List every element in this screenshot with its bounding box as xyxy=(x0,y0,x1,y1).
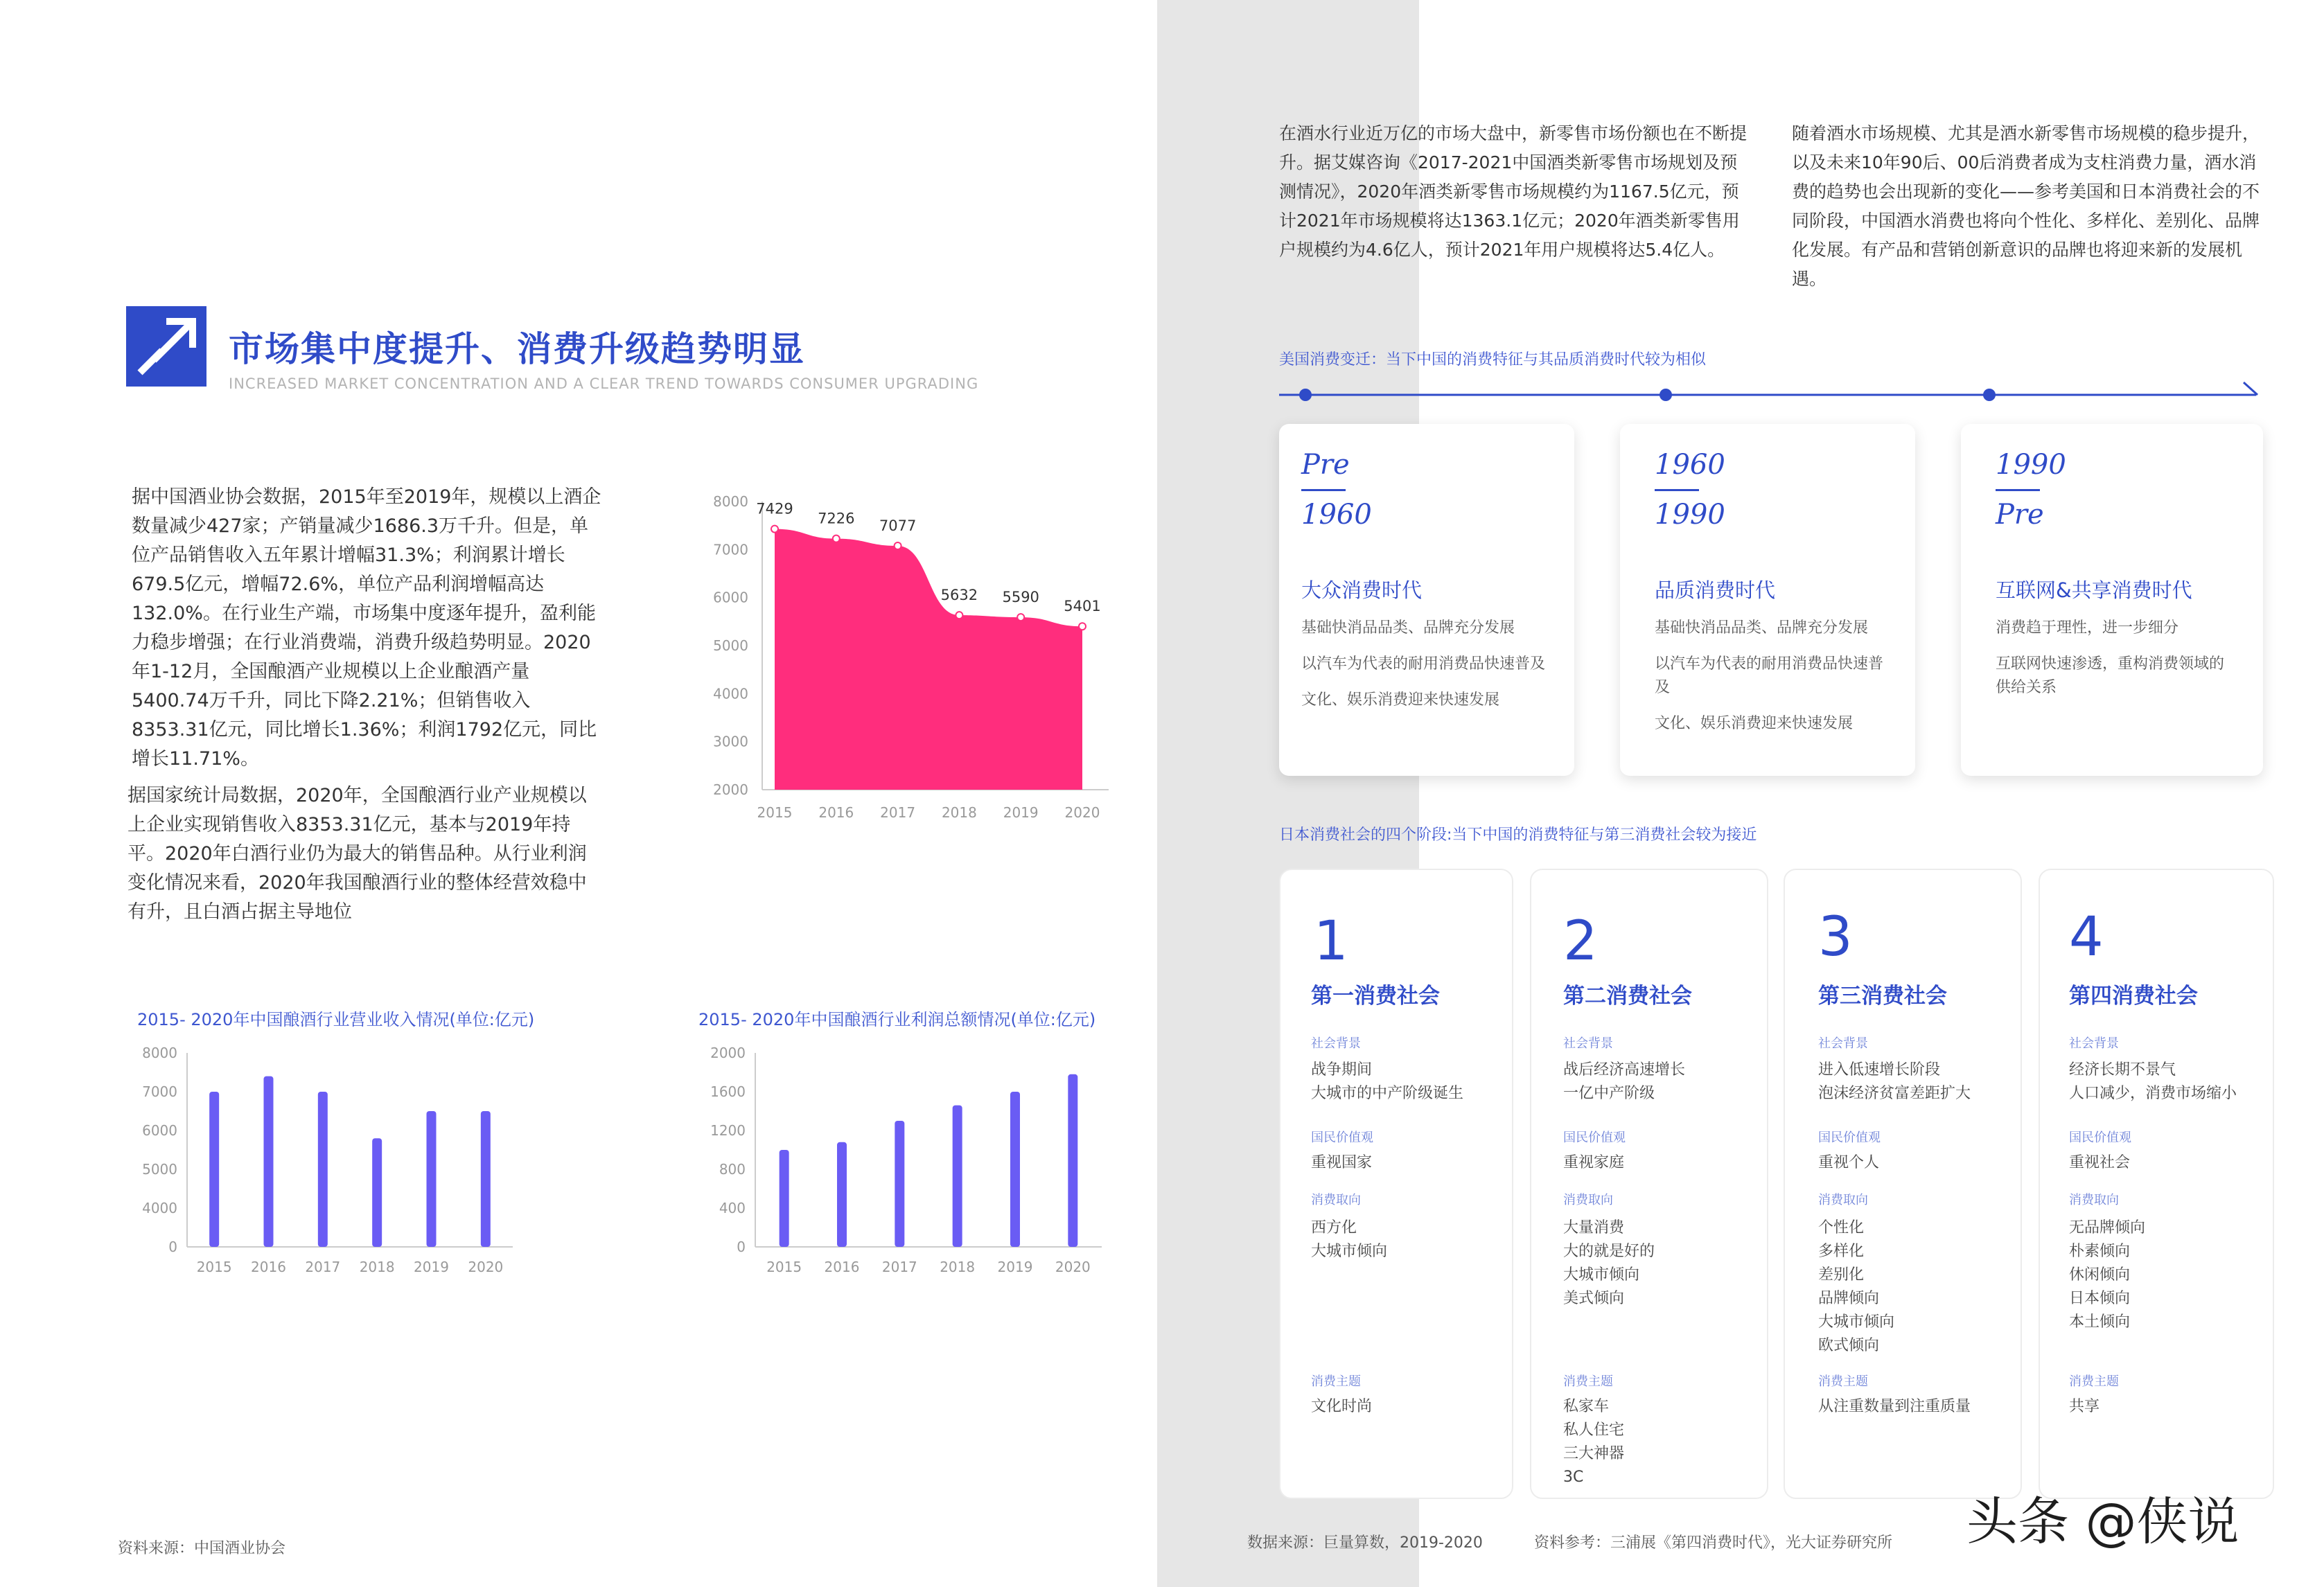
bar xyxy=(953,1106,962,1247)
data-point xyxy=(956,612,962,619)
bar xyxy=(372,1138,382,1247)
x-tick-label: 2016 xyxy=(251,1259,286,1275)
y-tick-label: 7000 xyxy=(713,541,748,558)
section-subtitle: INCREASED MARKET CONCENTRATION AND A CLEAR TREND TOWARDS CONSUMER UPGRADING xyxy=(229,375,979,392)
x-tick-label: 2020 xyxy=(1064,804,1100,821)
x-tick-label: 2015 xyxy=(766,1259,802,1275)
stage-label-values: 国民价值观 xyxy=(1563,1131,1626,1145)
x-tick-label: 2017 xyxy=(880,804,916,821)
era-item: 文化、娱乐消费迎来快速发展 xyxy=(1655,715,1854,732)
y-tick-label: 5000 xyxy=(142,1161,177,1178)
stage-value: 个性化 xyxy=(1818,1219,1865,1236)
stage-label-theme: 消费主题 xyxy=(1311,1374,1361,1389)
data-label: 7429 xyxy=(756,500,793,517)
y-tick-label: 1600 xyxy=(710,1083,746,1100)
japan-consumption-heading: 日本消费社会的四个阶段:当下中国的消费特征与第三消费社会较为接近 xyxy=(1279,826,1757,844)
stage-value: 大城市倾向 xyxy=(1311,1243,1388,1260)
bar xyxy=(895,1121,904,1247)
stage-label-orientation: 消费取向 xyxy=(1311,1193,1361,1207)
intro-text-left: 在酒水行业近万亿的市场大盘中，新零售市场份额也在不断提升。据艾媒咨询《2017-2021中国酒类新零售市场规划及预测情况》，2020年酒类新零售市场规模约为1167.5亿元，预计2021年市场规模将达1363.1亿元；2020年酒类新零售用户规模约为4.6亿人，预计2021年用户规模将达5.4亿人。 xyxy=(1279,123,1748,260)
y-tick-label: 0 xyxy=(737,1239,746,1255)
timeline-dot xyxy=(1660,389,1672,401)
x-tick-label: 2015 xyxy=(196,1259,232,1275)
stage-value: 经济长期不景气 xyxy=(2069,1061,2176,1079)
era-name: 品质消费时代 xyxy=(1655,578,1776,602)
data-label: 7077 xyxy=(879,517,917,534)
data-point xyxy=(1079,623,1086,630)
y-tick-label: 8000 xyxy=(713,493,748,510)
stage-value: 重视个人 xyxy=(1818,1154,1880,1171)
stage-value: 三大神器 xyxy=(1563,1445,1625,1462)
stage-label-background: 社会背景 xyxy=(2069,1036,2119,1051)
x-tick-label: 2017 xyxy=(305,1259,341,1275)
y-tick-label: 2000 xyxy=(710,1045,746,1061)
stage-value: 日本倾向 xyxy=(2069,1290,2131,1307)
era-end-year: 1960 xyxy=(1301,499,1372,531)
stage-card xyxy=(1530,869,1768,1499)
stage-number: 4 xyxy=(2069,906,2104,968)
stage-name: 第三消费社会 xyxy=(1818,984,1947,1009)
stage-name: 第四消费社会 xyxy=(2069,984,2198,1009)
era-divider xyxy=(1655,489,1699,491)
stage-value: 进入低速增长阶段 xyxy=(1818,1061,1941,1079)
bar xyxy=(1010,1092,1020,1247)
y-tick-label: 5000 xyxy=(713,637,748,654)
stage-value: 品牌倾向 xyxy=(1818,1290,1880,1307)
data-label: 5632 xyxy=(940,587,978,604)
stage-value: 大城市的中产阶级诞生 xyxy=(1311,1085,1464,1102)
stage-value: 战争期间 xyxy=(1311,1061,1373,1079)
stage-value: 欧式倾向 xyxy=(1818,1337,1880,1354)
era-end-year: 1990 xyxy=(1655,499,1725,531)
data-label: 5590 xyxy=(1002,589,1039,606)
bar xyxy=(318,1092,328,1247)
stage-name: 第一消费社会 xyxy=(1311,984,1440,1009)
stage-number: 1 xyxy=(1314,910,1348,973)
stage-value: 大的就是好的 xyxy=(1563,1243,1655,1260)
stage-value: 重视国家 xyxy=(1311,1154,1373,1171)
x-tick-label: 2018 xyxy=(941,804,977,821)
y-tick-label: 400 xyxy=(719,1200,746,1216)
data-point xyxy=(895,542,901,549)
x-tick-label: 2019 xyxy=(414,1259,449,1275)
bar xyxy=(780,1150,789,1247)
stage-value: 西方化 xyxy=(1311,1219,1357,1236)
stage-label-values: 国民价值观 xyxy=(1818,1131,1881,1145)
era-item: 以汽车为代表的耐用消费品快速普及 xyxy=(1301,655,1546,673)
stage-value: 美式倾向 xyxy=(1563,1290,1625,1307)
stage-value: 3C xyxy=(1563,1469,1584,1486)
right-source-note-2: 资料参考：三浦展《第四消费时代》，光大证券研究所 xyxy=(1534,1534,1893,1552)
y-tick-label: 0 xyxy=(168,1239,177,1255)
stage-label-orientation: 消费取向 xyxy=(1818,1193,1868,1207)
stage-label-theme: 消费主题 xyxy=(2069,1374,2119,1389)
stage-value: 私人住宅 xyxy=(1563,1421,1625,1439)
data-point xyxy=(1017,614,1024,621)
era-divider xyxy=(1301,489,1346,491)
stage-value: 战后经济高速增长 xyxy=(1563,1061,1686,1079)
watermark: 头条 @侠说 xyxy=(1966,1492,2239,1552)
y-tick-label: 800 xyxy=(719,1161,746,1178)
stage-value: 从注重数量到注重质量 xyxy=(1818,1398,1971,1415)
stage-label-orientation: 消费取向 xyxy=(2069,1193,2119,1207)
timeline-dot xyxy=(1299,389,1312,401)
us-consumption-heading: 美国消费变迁：当下中国的消费特征与其品质消费时代较为相似 xyxy=(1279,351,1707,369)
bar xyxy=(481,1111,491,1247)
y-tick-label: 1200 xyxy=(710,1122,746,1139)
era-start-year: 1990 xyxy=(1996,449,2066,481)
era-item: 以汽车为代表的耐用消费品快速普及 xyxy=(1655,655,1884,696)
stage-value: 人口减少，消费市场缩小 xyxy=(2069,1085,2237,1102)
data-label: 7226 xyxy=(818,510,855,527)
stage-label-background: 社会背景 xyxy=(1311,1036,1361,1051)
bar xyxy=(427,1111,437,1247)
stage-label-values: 国民价值观 xyxy=(1311,1131,1373,1145)
trend-arrow-icon xyxy=(126,306,206,387)
body-paragraph-2: 据国家统计局数据，2020年，全国酿酒行业产业规模以上企业实现销售收入8353.31亿元，基本与2019年持平。2020年白酒行业仍为最大的销售品种。从行业利润变化情况来看，2020年我国酿酒行业的整体经营效稳中有升，且白酒占据主导地位 xyxy=(127,785,587,923)
era-end-year: Pre xyxy=(1996,499,2044,531)
stage-value: 泡沫经济贫富差距扩大 xyxy=(1818,1085,1971,1102)
body-paragraph-1: 据中国酒业协会数据，2015年至2019年，规模以上酒企数量减少427家；产销量减少1686.3万千升。但是，单位产品销售收入五年累计增幅31.3%；利润累计增长679.5亿元，增幅72.6%，单位产品利润增幅高达132.0%。在行业生产端，市场集中度逐年提升，盈利能力稳步增强；在行业消费端，消费升级趋势明显。2020年1-12月，全国酿酒产业规模以上企业酿酒产量5400.74万千升，同比下降2.21%；但销售收入8353.31亿元，同比增长1.36%；利润1792亿元，同比增长11.71%。 xyxy=(132,486,601,770)
bar xyxy=(837,1142,847,1247)
bar xyxy=(1068,1074,1077,1247)
area-chart xyxy=(679,485,1136,831)
era-divider xyxy=(1996,489,2040,491)
y-tick-label: 7000 xyxy=(142,1083,177,1100)
y-tick-label: 6000 xyxy=(713,589,748,606)
x-tick-label: 2017 xyxy=(881,1259,917,1275)
stage-value: 差别化 xyxy=(1818,1266,1865,1284)
data-point xyxy=(833,535,840,542)
section-title: 市场集中度提升、消费升级趋势明显 xyxy=(229,329,805,369)
x-tick-label: 2018 xyxy=(940,1259,976,1275)
x-tick-label: 2018 xyxy=(359,1259,395,1275)
era-name: 互联网&共享消费时代 xyxy=(1996,578,2192,602)
y-tick-label: 6000 xyxy=(142,1122,177,1139)
profit-chart-title: 2015- 2020年中国酿酒行业利润总额情况(单位:亿元) xyxy=(698,1010,1096,1029)
profit-bar-chart xyxy=(686,1039,1116,1275)
x-tick-label: 2019 xyxy=(997,1259,1033,1275)
stage-value: 大城市倾向 xyxy=(1818,1313,1895,1331)
era-item: 基础快消品品类、品牌充分发展 xyxy=(1301,619,1515,637)
era-start-year: Pre xyxy=(1301,449,1350,481)
stage-card xyxy=(1279,869,1513,1499)
x-tick-label: 2020 xyxy=(1055,1259,1091,1275)
stage-value: 大量消费 xyxy=(1563,1219,1625,1236)
era-card xyxy=(1961,424,2263,776)
stage-value: 朴素倾向 xyxy=(2069,1243,2131,1260)
era-item: 互联网快速渗透，重构消费领域的供给关系 xyxy=(1996,655,2225,696)
y-tick-label: 4000 xyxy=(713,685,748,702)
right-source-note-1: 数据来源：巨量算数，2019-2020 xyxy=(1247,1534,1483,1552)
stage-number: 2 xyxy=(1563,910,1598,973)
stage-value: 共享 xyxy=(2069,1398,2100,1415)
era-item: 文化、娱乐消费迎来快速发展 xyxy=(1301,691,1500,709)
stage-value: 一亿中产阶级 xyxy=(1563,1085,1655,1102)
stage-card xyxy=(2039,869,2274,1499)
stage-value: 重视家庭 xyxy=(1563,1154,1625,1171)
y-tick-label: 4000 xyxy=(142,1200,177,1216)
stage-label-orientation: 消费取向 xyxy=(1563,1193,1613,1207)
stage-number: 3 xyxy=(1818,906,1853,968)
stage-value: 无品牌倾向 xyxy=(2069,1219,2146,1236)
era-item: 消费趋于理性，进一步细分 xyxy=(1996,619,2179,637)
timeline xyxy=(1279,380,2263,407)
stage-label-background: 社会背景 xyxy=(1563,1036,1613,1051)
stage-card xyxy=(1784,869,2022,1499)
y-tick-label: 2000 xyxy=(713,781,748,798)
intro-text-right: 随着酒水市场规模、尤其是酒水新零售市场规模的稳步提升，以及未来10年90后、00后消费者成为支柱消费力量，酒水消费的趋势也会出现新的变化——参考美国和日本消费社会的不同阶段，中国酒水消费也将向个性化、多样化、差别化、品牌化发展。有产品和营销创新意识的品牌也将迎来新的发展机遇。 xyxy=(1792,123,2260,289)
stage-value: 私家车 xyxy=(1563,1398,1610,1415)
y-tick-label: 8000 xyxy=(142,1045,177,1061)
bar xyxy=(264,1076,274,1247)
era-name: 大众消费时代 xyxy=(1301,578,1423,602)
x-tick-label: 2019 xyxy=(1003,804,1039,821)
bar xyxy=(209,1092,219,1247)
stage-label-theme: 消费主题 xyxy=(1818,1374,1868,1389)
stage-value: 文化时尚 xyxy=(1311,1398,1373,1415)
revenue-bar-chart xyxy=(125,1039,527,1275)
stage-label-background: 社会背景 xyxy=(1818,1036,1868,1051)
era-card xyxy=(1620,424,1915,776)
x-tick-label: 2020 xyxy=(468,1259,504,1275)
era-item: 基础快消品品类、品牌充分发展 xyxy=(1655,619,1869,637)
stage-value: 多样化 xyxy=(1818,1243,1865,1260)
stage-name: 第二消费社会 xyxy=(1563,984,1692,1009)
data-point xyxy=(771,526,778,533)
era-card xyxy=(1279,424,1574,776)
x-tick-label: 2016 xyxy=(818,804,854,821)
data-label: 5401 xyxy=(1064,598,1101,615)
x-tick-label: 2015 xyxy=(757,804,793,821)
timeline-dot xyxy=(1983,389,1996,401)
stage-label-values: 国民价值观 xyxy=(2069,1131,2131,1145)
left-source-note: 资料来源：中国酒业协会 xyxy=(118,1540,286,1557)
era-start-year: 1960 xyxy=(1655,449,1725,481)
area-fill xyxy=(775,529,1082,790)
stage-value: 重视社会 xyxy=(2069,1154,2131,1171)
revenue-chart-title: 2015- 2020年中国酿酒行业营业收入情况(单位:亿元) xyxy=(137,1010,535,1029)
stage-value: 本土倾向 xyxy=(2069,1313,2131,1331)
stage-value: 休闲倾向 xyxy=(2069,1266,2131,1284)
y-tick-label: 3000 xyxy=(713,733,748,750)
x-tick-label: 2016 xyxy=(824,1259,860,1275)
stage-value: 大城市倾向 xyxy=(1563,1266,1640,1284)
stage-label-theme: 消费主题 xyxy=(1563,1374,1613,1389)
